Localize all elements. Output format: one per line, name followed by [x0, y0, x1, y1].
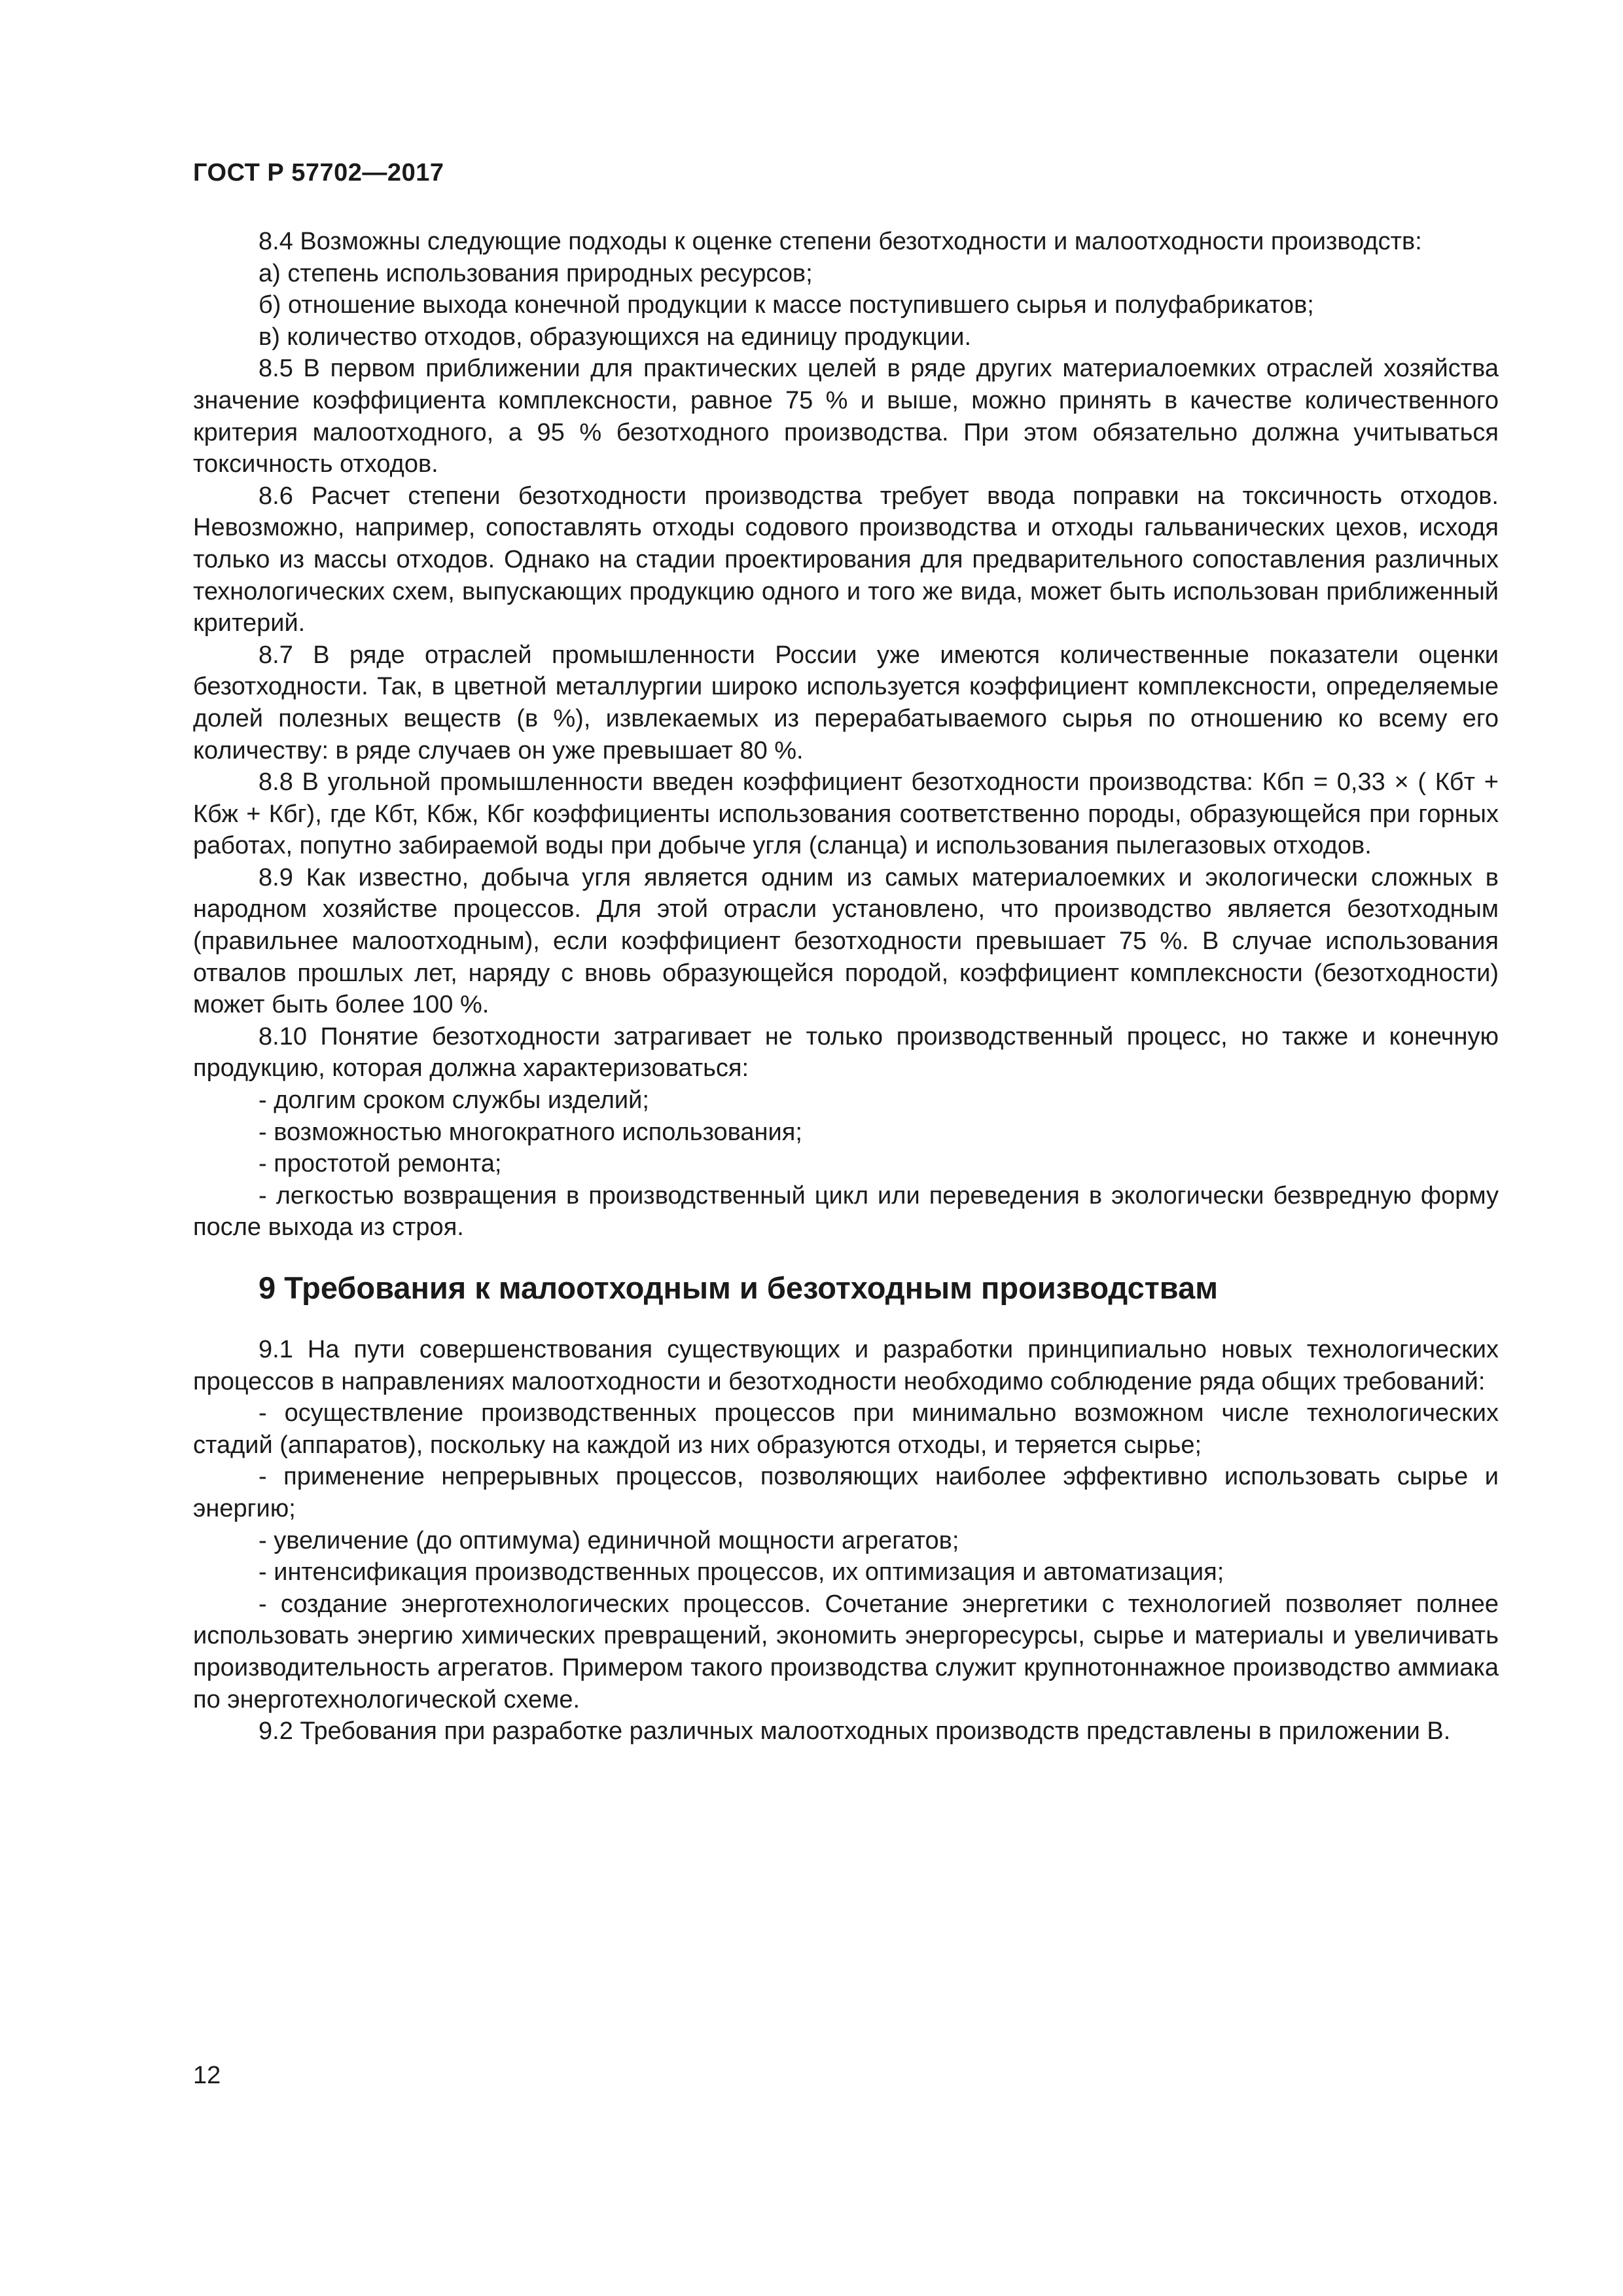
- list-item-9-1-3: - увеличение (до оптимума) единичной мощности агрегатов;: [259, 1526, 959, 1554]
- list-item-8-4-c: в) количество отходов, образующихся на единицу продукции.: [259, 323, 972, 351]
- list-item-9-1-4: - интенсификация производственных процессов, их оптимизация и автоматизация;: [259, 1558, 1224, 1587]
- list-item-8-4-a: а) степень использования природных ресурсов;: [259, 259, 813, 287]
- paragraph-8-4: 8.4 Возможны следующие подходы к оценке степени безотходности и малоотходности производств:: [259, 228, 1422, 255]
- paragraph-8-10: 8.10 Понятие безотходности затрагивает не только производственный процесс, но также и конечную продукцию, которая должна характеризоваться:: [193, 1022, 1499, 1083]
- list-item-8-10-3: - простотой ремонта;: [259, 1150, 502, 1178]
- paragraph-9-1: 9.1 На пути совершенствования существующих и разработки принципиально новых технологических процессов в направлениях малоотходности и безотходности необходимо соблюдение ряда общих требований:: [193, 1336, 1499, 1395]
- list-item-8-10-1: - долгим сроком службы изделий;: [259, 1086, 649, 1115]
- page-body: [193, 226, 1499, 1748]
- paragraph-8-5: 8.5 В первом приближении для практических целей в ряде других материалоемких отраслей хозяйства значение коэффициента комплексности, равное 75 % и выше, можно принять в качестве количественного критерия малоотходного, а 95 % безотходного производства. При этом обязательно должна учитываться токсичность отходов.: [193, 355, 1499, 478]
- list-item-8-10-2: - возможностью многократного использования;: [259, 1118, 802, 1146]
- paragraph-8-9: 8.9 Как известно, добыча угля является одним из самых материалоемких и экологически сложных в народном хозяйстве процессов. Для этой отрасли установлено, что производство является безотходным (правильнее малоотходным), если коэффициент безотходности превышает 75 %. В случае использования отвалов прошлых лет, наряду с вновь образующейся породой, коэффициент комплексности (безотходности) может быть более 100 %.: [193, 863, 1499, 1019]
- section-heading-9: 9 Требования к малоотходным и безотходным производствам: [259, 1270, 1218, 1305]
- paragraph-8-6: 8.6 Расчет степени безотходности производства требует ввода поправки на токсичность отходов. Невозможно, например, сопоставлять отходы содового производства и отходы гальванических цехов, исходя только из массы отходов. Однако на стадии проектирования для предварительного сопоставления различных технологических схем, выпускающих продукцию одного и того же вида, может быть использован приближенный критерий.: [193, 482, 1499, 637]
- list-item-9-1-1: - осуществление производственных процессов при минимально возможном числе технологических стадий (аппаратов), поскольку на каждой из них образуются отходы, и теряется сырье;: [193, 1399, 1499, 1459]
- paragraph-8-7: 8.7 В ряде отраслей промышленности России уже имеются количественные показатели оценки безотходности. Так, в цветной металлургии широко используется коэффициент комплексности, определяемые долей полезных веществ (в %), извлекаемых из перерабатываемого сырья по отношению ко всему его количеству: в ряде случаев он уже превышает 80 %.: [193, 641, 1499, 764]
- paragraph-8-8: 8.8 В угольной промышленности введен коэффициент безотходности производства: Кбп = 0,33 × ( Кбт + Кбж + Кбг), где Кбт, Кбж, Кбг коэффициенты использования соответственно породы, образующейся при горных работах, попутно забираемой воды при добыче угля (сланца) и использования пылегазовых отходов.: [193, 768, 1499, 860]
- document-id-header: ГОСТ Р 57702—2017: [193, 159, 444, 187]
- list-item-8-4-b: б) отношение выхода конечной продукции к массе поступившего сырья и полуфабрикатов;: [259, 291, 1314, 319]
- paragraph-9-2: 9.2 Требования при разработке различных малоотходных производств представлены в приложении В.: [259, 1717, 1451, 1746]
- page-number: 12: [193, 2062, 221, 2089]
- list-item-9-1-2: - применение непрерывных процессов, позволяющих наиболее эффективно использовать сырье и энергию;: [193, 1463, 1499, 1522]
- list-item-9-1-5: - создание энерготехнологических процессов. Сочетание энергетики с технологией позволяет полнее использовать энергию химических превращений, экономить энергоресурсы, сырье и материалы и увеличивать производительность агрегатов. Примером такого производства служит крупнотоннажное производство аммиака по энерготехнологической схеме.: [193, 1590, 1499, 1713]
- list-item-8-10-4: - легкостью возвращения в производственный цикл или переведения в экологически безвредную форму после выхода из строя.: [193, 1181, 1499, 1242]
